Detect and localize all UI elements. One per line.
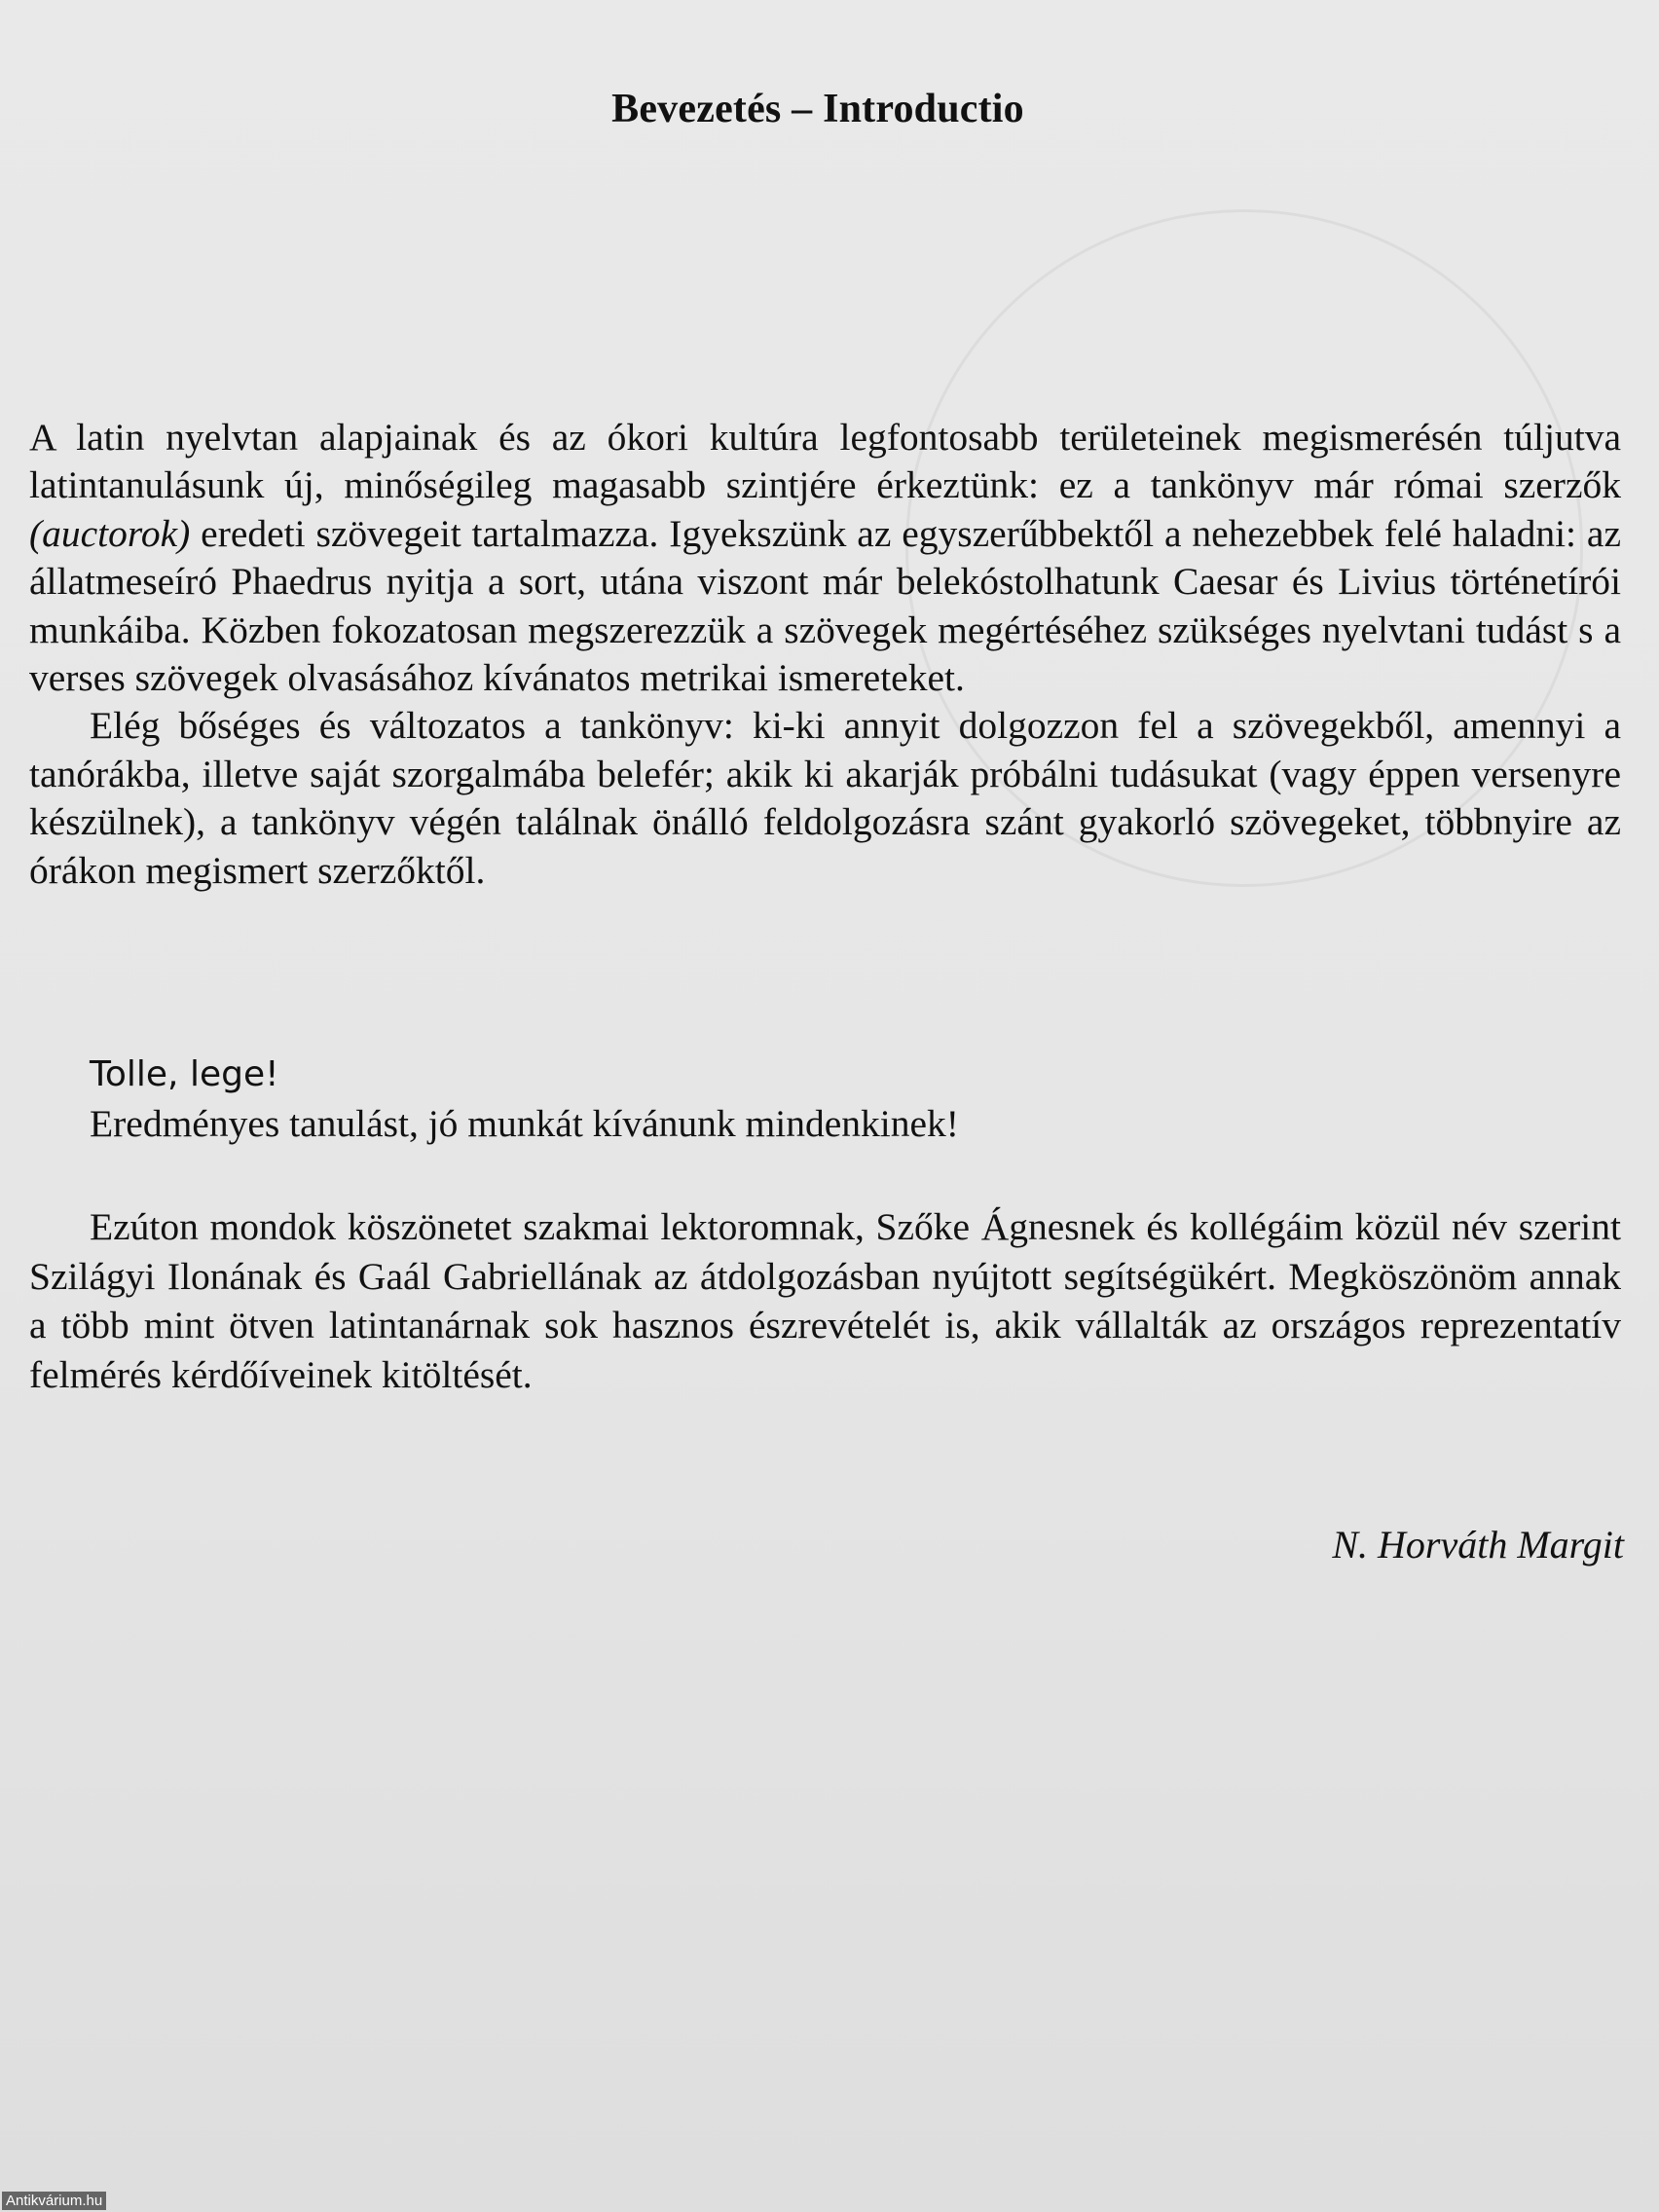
introduction-text — [29, 414, 1621, 895]
motto: Tolle, lege! — [90, 1054, 279, 1094]
paragraph-1-part-2: eredeti szövegeit tartalmazza. Igyekszünk az egyszerűbbektől a nehezebbek felé haladni: az állatmeseíró Phaedrus nyitja a sort, utána viszont már belekóstolhatunk Caesar és Livius történetírói munkáiba. Közben fokozatosan megszerezzük a szövegek megértéséhez szükséges nyelvtani tudást s a verses szövegek olvasásához kívánatos metrikai ismereteket. — [29, 511, 1621, 700]
paragraph-1 — [29, 414, 1621, 702]
author-signature: N. Horváth Margit — [1332, 1523, 1624, 1567]
acknowledgements-paragraph: Ezúton mondok köszönetet szakmai lektoromnak, Szőke Ágnesnek és kollégáim közül név szerint Szilágyi Ilonának és Gaál Gabriellának az átdolgozásban nyújtott segítségükért. Megköszönöm annak a több mint ötven latintanárnak sok hasznos észrevételét is, akik vállalták az országos reprezentatív felmérés kérdőíveinek kitöltését. — [29, 1205, 1621, 1396]
page-title: Bevezetés – Introductio — [611, 87, 1024, 131]
paragraph-1-part-1: A latin nyelvtan alapjainak és az ókori kultúra legfontosabb területeinek megismerésén túljutva latintanulásunk új, minőségileg magasabb szintjére érkeztünk: ez a tankönyv már római szerzők — [29, 416, 1621, 507]
closing-block — [90, 1050, 959, 1149]
paragraph-2: Elég bőséges és változatos a tankönyv: ki-ki annyit dolgozzon fel a szövegekből, amennyi a tanórákba, illetve saját szorgalmába belefér; akik ki akarják próbálni tudásukat (vagy éppen versenyre készülnek), a tankönyv végén találnak önálló feldolgozásra szánt gyakorló szövegeket, többnyire az órákon megismert szerzőktől. — [29, 704, 1621, 892]
paragraph-1-italic: (auctorok) — [29, 511, 191, 555]
wish-line: Eredményes tanulást, jó munkát kívánunk mindenkinek! — [90, 1102, 959, 1145]
watermark: Antikvárium.hu — [2, 2192, 106, 2210]
